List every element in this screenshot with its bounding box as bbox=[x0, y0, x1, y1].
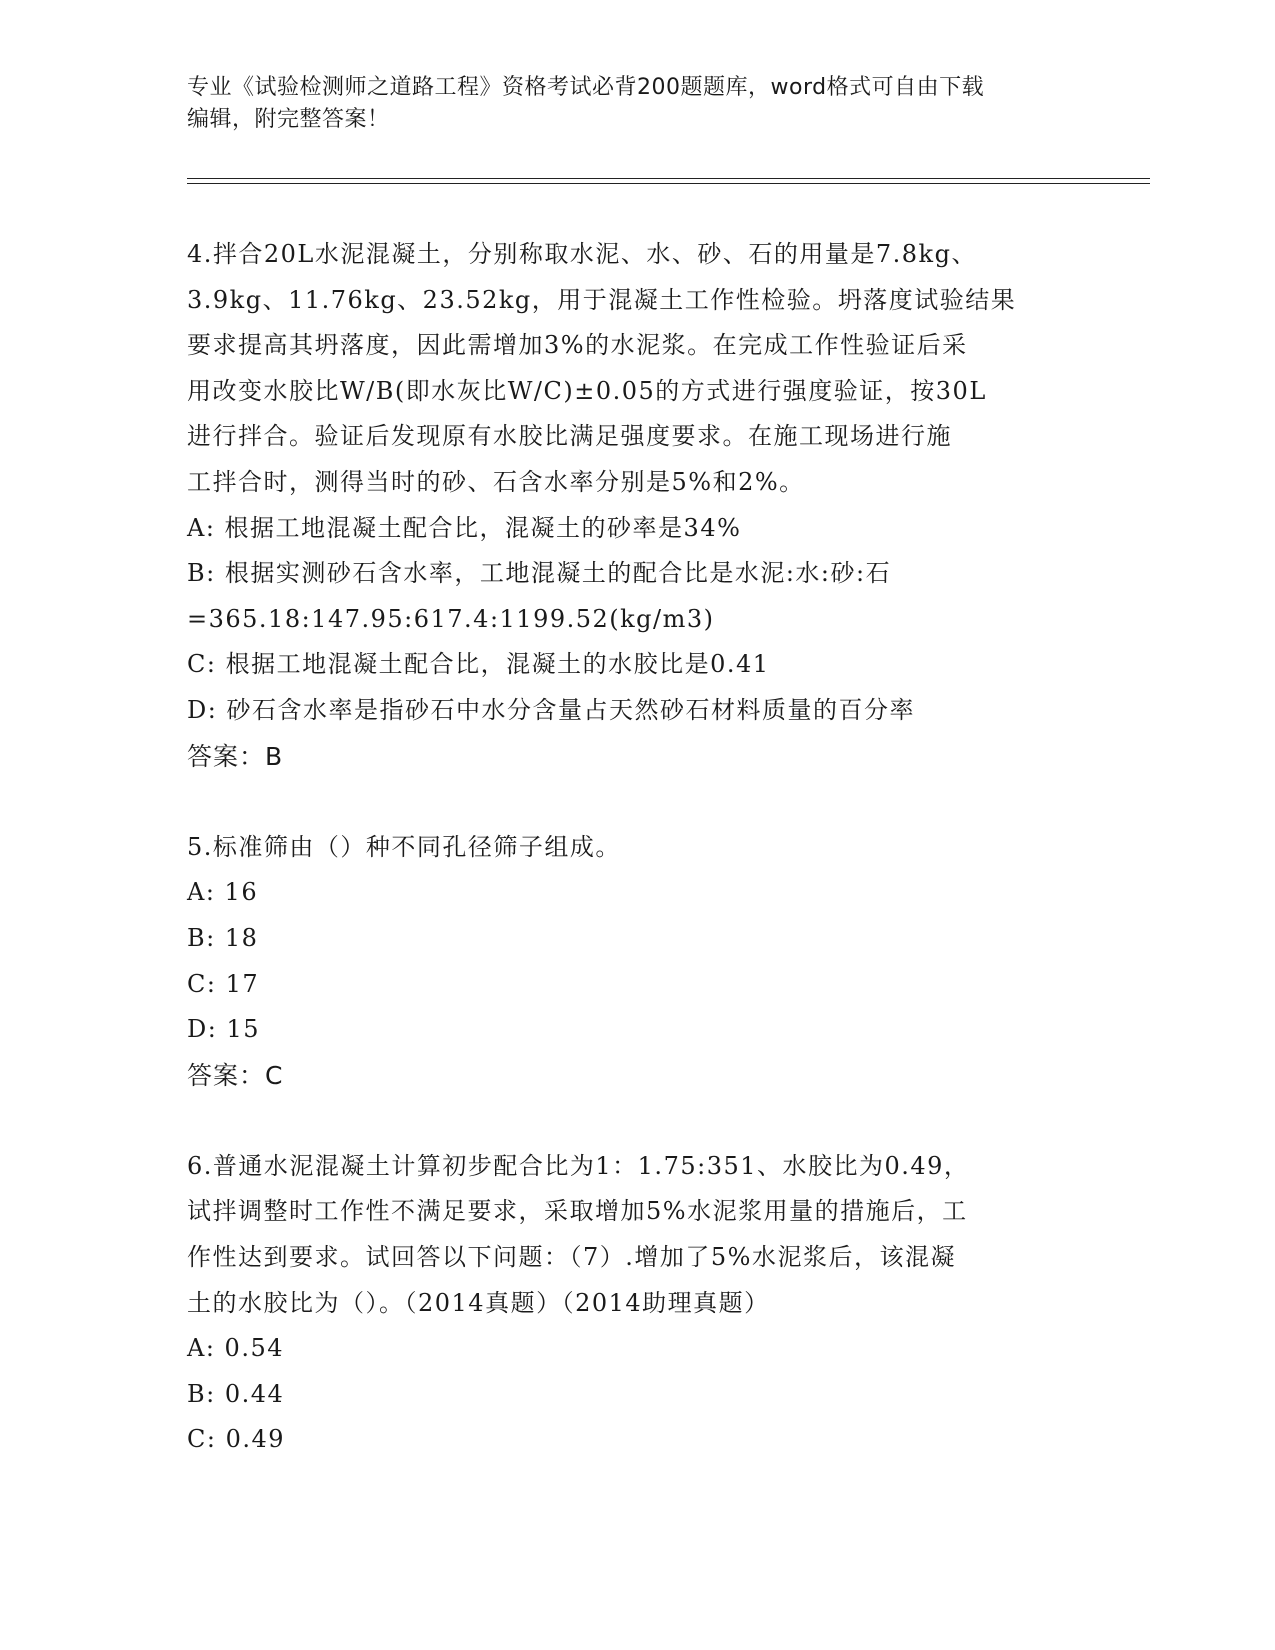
option-b: B: 18 bbox=[187, 923, 259, 952]
question-stem-line: 要求提高其坍落度，因此需增加3%的水泥浆。在完成工作性验证后采 bbox=[187, 331, 968, 360]
document-header bbox=[187, 72, 1067, 136]
question-spacer bbox=[187, 1098, 1087, 1144]
header-divider-bottom bbox=[187, 183, 1150, 184]
question-list bbox=[187, 232, 1087, 1463]
header-title-line-1: 专业《试验检测师之道路工程》资格考试必背200题题库，word格式可自由下载 bbox=[187, 75, 985, 100]
option-c: C: 17 bbox=[187, 969, 260, 998]
option-a: A: 0.54 bbox=[187, 1334, 284, 1363]
option-d: D: 砂石含水率是指砂石中水分含量占天然砂石材料质量的百分率 bbox=[187, 695, 915, 724]
option-a: A: 16 bbox=[187, 878, 259, 907]
question-stem-line: 土的水胶比为（）。（2014真题）（2014助理真题） bbox=[187, 1288, 770, 1317]
header-title-line-2: 编辑，附完整答案！ bbox=[187, 107, 390, 132]
answer-line: 答案：C bbox=[187, 1060, 284, 1090]
question-stem-line: 4.拌合20L水泥混凝土，分别称取水泥、水、砂、石的用量是7.8kg、 bbox=[187, 240, 977, 268]
question-stem-line: 进行拌合。验证后发现原有水胶比满足强度要求。在施工现场进行施 bbox=[187, 422, 952, 451]
question-stem-line: 5.标准筛由（）种不同孔径筛子组成。 bbox=[187, 832, 621, 861]
question-stem-line: 3.9kg、11.76kg、23.52kg，用于混凝土工作性检验。坍落度试验结果 bbox=[187, 285, 1017, 314]
question-6 bbox=[187, 1144, 1087, 1463]
question-stem-line: 作性达到要求。试回答以下问题：（7）.增加了5%水泥浆后，该混凝 bbox=[187, 1243, 956, 1272]
option-d: D: 15 bbox=[187, 1015, 260, 1044]
question-5 bbox=[187, 825, 1087, 1099]
question-spacer bbox=[187, 779, 1087, 825]
question-stem-line: 工拌合时，测得当时的砂、石含水率分别是5%和2%。 bbox=[187, 467, 805, 496]
question-stem-line: 试拌调整时工作性不满足要求，采取增加5%水泥浆用量的措施后，工 bbox=[187, 1197, 968, 1226]
option-a: A: 根据工地混凝土配合比，混凝土的砂率是34% bbox=[187, 513, 742, 542]
option-c: C: 根据工地混凝土配合比，混凝土的水胶比是0.41 bbox=[187, 650, 770, 679]
header-divider-top bbox=[187, 178, 1150, 179]
question-stem-line: 6.普通水泥混凝土计算初步配合比为1：1.75:351、水胶比为0.49， bbox=[187, 1151, 970, 1180]
option-b-continued: =365.18:147.95:617.4:1199.52(kg/m3) bbox=[187, 604, 715, 633]
question-stem-line: 用改变水胶比W/B(即水灰比W/C)±0.05的方式进行强度验证，按30L bbox=[187, 376, 987, 405]
question-4 bbox=[187, 232, 1087, 779]
option-b: B: 根据实测砂石含水率，工地混凝土的配合比是水泥:水:砂:石 bbox=[187, 559, 892, 588]
answer-line: 答案：B bbox=[187, 741, 284, 771]
option-b: B: 0.44 bbox=[187, 1379, 285, 1408]
option-c: C: 0.49 bbox=[187, 1425, 286, 1454]
